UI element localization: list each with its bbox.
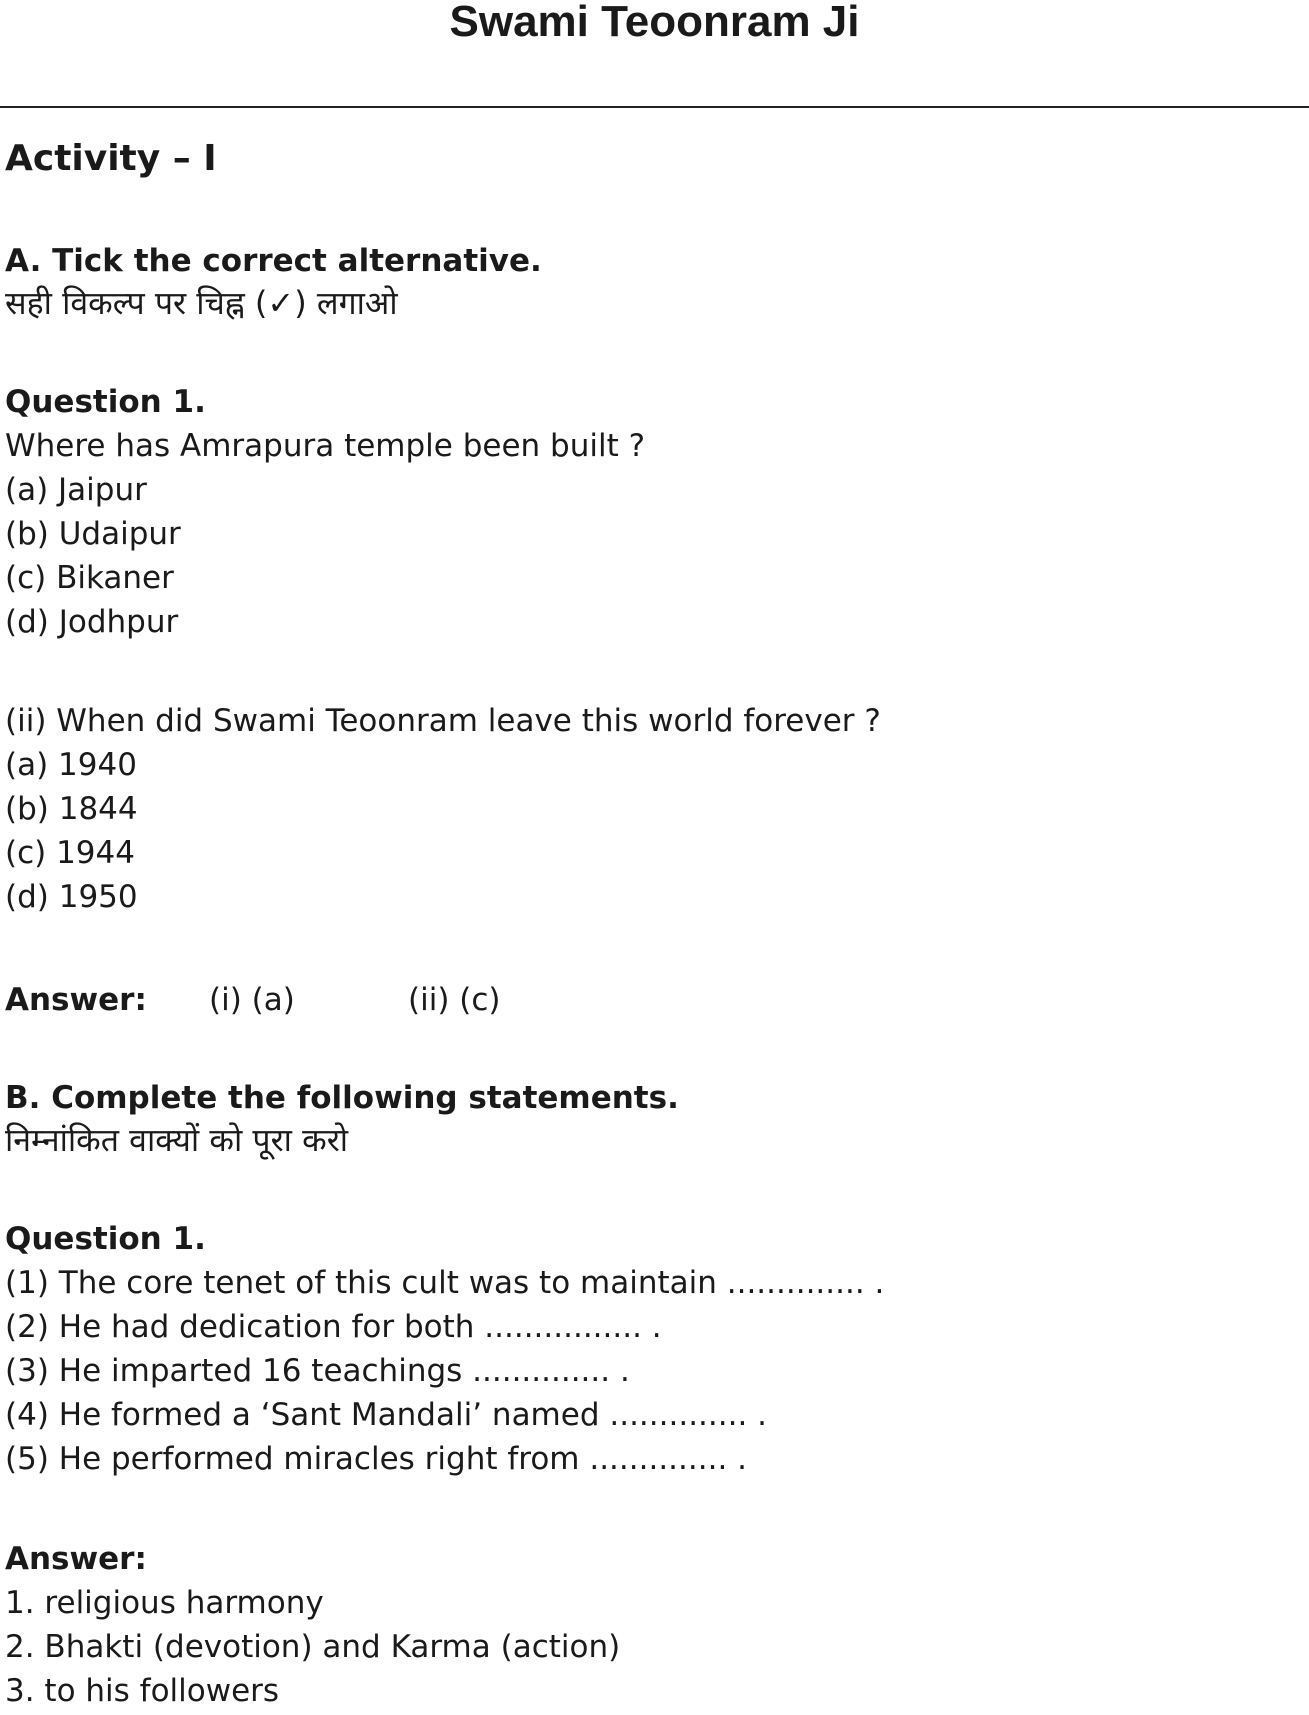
statement-item: (4) He formed a ‘Sant Mandali’ named .............. . <box>5 1397 768 1433</box>
option-item: (d) Jodhpur <box>5 604 179 640</box>
section-b-hindi: निम्नांकित वाक्यों को पूरा करो <box>5 1121 349 1159</box>
answer-item: 3. to his followers <box>5 1673 280 1709</box>
question-label: Question 1. <box>5 384 206 420</box>
statement-item: (5) He performed miracles right from .............. . <box>5 1441 748 1477</box>
option-item: (a) 1940 <box>5 747 137 783</box>
statement-item: (2) He had dedication for both ................ . <box>5 1309 662 1345</box>
option-item: (a) Jaipur <box>5 472 147 508</box>
answer-item: 1. religious harmony <box>5 1585 324 1621</box>
section-a-heading: A. Tick the correct alternative. <box>5 243 542 279</box>
activity-heading: Activity – I <box>5 138 217 179</box>
page-title: Swami Teoonram Ji <box>449 0 860 46</box>
statement-item: (3) He imparted 16 teachings .............. . <box>5 1353 630 1389</box>
option-item: (d) 1950 <box>5 879 138 915</box>
answer-label: Answer: <box>5 1541 147 1577</box>
question-label: Question 1. <box>5 1221 206 1257</box>
section-b-heading: B. Complete the following statements. <box>5 1080 679 1116</box>
answer-part-1: (i) (a) <box>209 982 295 1018</box>
answer-part-2: (ii) (c) <box>408 982 501 1018</box>
answer-item: 2. Bhakti (devotion) and Karma (action) <box>5 1629 621 1665</box>
question-text: (ii) When did Swami Teoonram leave this world forever ? <box>5 703 881 739</box>
question-text: Where has Amrapura temple been built ? <box>5 428 646 464</box>
answer-label: Answer: <box>5 982 147 1018</box>
option-item: (b) 1844 <box>5 791 138 827</box>
option-item: (c) Bikaner <box>5 560 174 596</box>
option-item: (c) 1944 <box>5 835 135 871</box>
statement-item: (1) The core tenet of this cult was to maintain .............. . <box>5 1265 885 1301</box>
section-a-hindi: सही विकल्प पर चिह्न (✓) लगाओ <box>5 284 398 322</box>
answer-row <box>5 982 501 1018</box>
option-item: (b) Udaipur <box>5 516 181 552</box>
title-divider <box>0 106 1309 108</box>
